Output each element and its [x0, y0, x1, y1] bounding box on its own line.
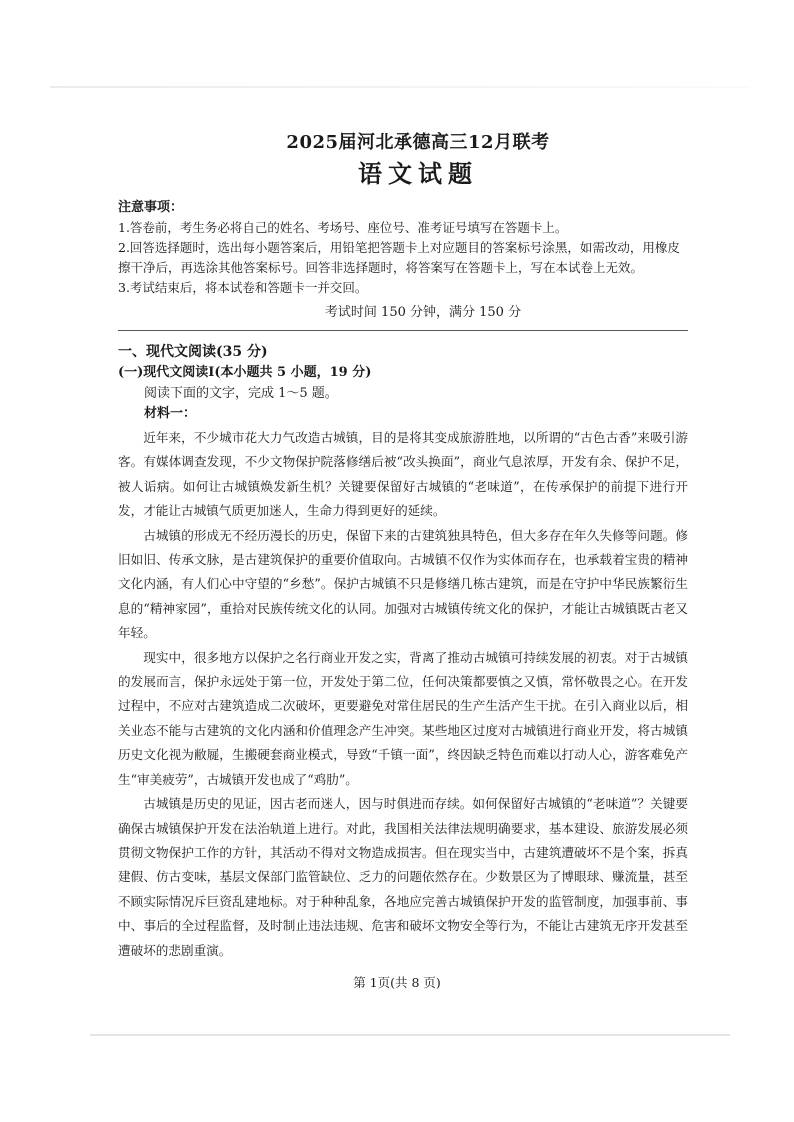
- section-modern-reading: [118, 341, 688, 963]
- paragraph: 近年来，不少城市花大力气改造古城镇，目的是将其变成旅游胜地，以所谓的“古色古香”来吸引游客。有媒体调查发现，不少文物保护院落修缮后被“改头换面”，商业气息浓厚，开发有余、保护不足，被人诟病。如何让古城镇焕发新生机？关键要保留好古城镇的“老味道”，在传承保护的前提下进行开发，才能让古城镇气质更加迷人，生命力得到更好的延续。: [118, 430, 688, 519]
- paragraph: 古城镇是历史的见证，因古老而迷人，因与时俱进而存续。如何保留好古城镇的“老味道”？关键要确保古城镇保护开发在法治轨道上进行。对此，我国相关法律法规明确要求，基本建设、旅游发展必须贯彻文物保护工作的方针，其活动不得对文物造成损害。但在现实当中，古建筑遭破坏不是个案，拆真建假、仿古变味，基层文保部门监管缺位、乏力的问题依然存在。少数景区为了博眼球、赚流量，甚至不顾实际情况斥巨资乱建地标。对于种种乱象，各地应完善古城镇保护开发的监管制度，加强事前、事中、事后的全过程监督，及时制止违法违规、危害和破坏文物安全等行为，不能让古建筑无序开发甚至遭破坏的悲剧重演。: [118, 796, 688, 958]
- paragraph: 现实中，很多地方以保护之名行商业开发之实，背离了推动古城镇可持续发展的初衷。对于古城镇的发展而言，保护永远处于第一位，开发处于第二位，任何决策都要慎之又慎，常怀敬畏之心。在开发过程中，不应对古建筑造成二次破坏，更要避免对常住居民的生产生活产生干扰。在引入商业以后，相关业态不能与古建筑的文化内涵和价值理念产生冲突。某些地区过度对古城镇进行商业开发，将古城镇历史文化视为敝屣，生搬硬套商业模式，导致“千镇一面”，终因缺乏特色而难以打动人心，游客难免产生“审美疲劳”，古城镇开发也成了“鸡肋”。: [118, 649, 688, 787]
- exam-title: 2025届河北承德高三12月联考: [286, 132, 550, 153]
- notice-item: 2.回答选择题时，选出每小题答案后，用铅笔把答题卡上对应题目的答案标号涂黑，如需改动，用橡皮: [118, 240, 680, 255]
- scan-edge-bottom: [90, 1034, 730, 1036]
- section-heading: 一、现代文阅读(35 分): [118, 344, 268, 360]
- notice-item: 3.考试结束后，将本试卷和答题卡一并交回。: [118, 280, 368, 295]
- notice-block: [118, 198, 688, 324]
- scan-edge-top: [50, 86, 750, 88]
- material-label: 材料一：: [144, 406, 197, 421]
- page-number: 第 1页(共 8 页): [353, 975, 441, 990]
- exam-time-info: 考试时间 150 分钟，满分 150 分: [324, 305, 522, 320]
- notice-heading: 注意事项：: [118, 200, 184, 215]
- sub-section-heading: (一)现代文阅读Ⅰ(本小题共 5 小题，19 分): [118, 365, 372, 380]
- divider: [118, 330, 688, 331]
- reading-instruction: 阅读下面的文字，完成 1～5 题。: [144, 386, 338, 401]
- paragraph: 古城镇的形成无不经历漫长的历史，保留下来的古建筑独具特色，但大多存在年久失修等问题。修旧如旧、传承文脉，是古建筑保护的重要价值取向。古城镇不仅作为实体而存在，也承载着宝贵的精神文化内涵，有人们心中守望的“乡愁”。保护古城镇不只是修缮几栋古建筑，而是在守护中华民族繁衍生息的“精神家园”，重拾对民族传统文化的认同。加强对古城镇传统文化的保护，才能让古城镇既古老又年轻。: [118, 527, 688, 641]
- notice-item: 擦干净后，再选涂其他答案标号。回答非选择题时，将答案写在答题卡上，写在本试卷上无效。: [118, 260, 644, 275]
- notice-item: 1.答卷前，考生务必将自己的姓名、考场号、座位号、准考证号填写在答题卡上。: [118, 220, 568, 235]
- exam-page: [118, 130, 688, 963]
- subject-title: 语文试题: [358, 159, 478, 188]
